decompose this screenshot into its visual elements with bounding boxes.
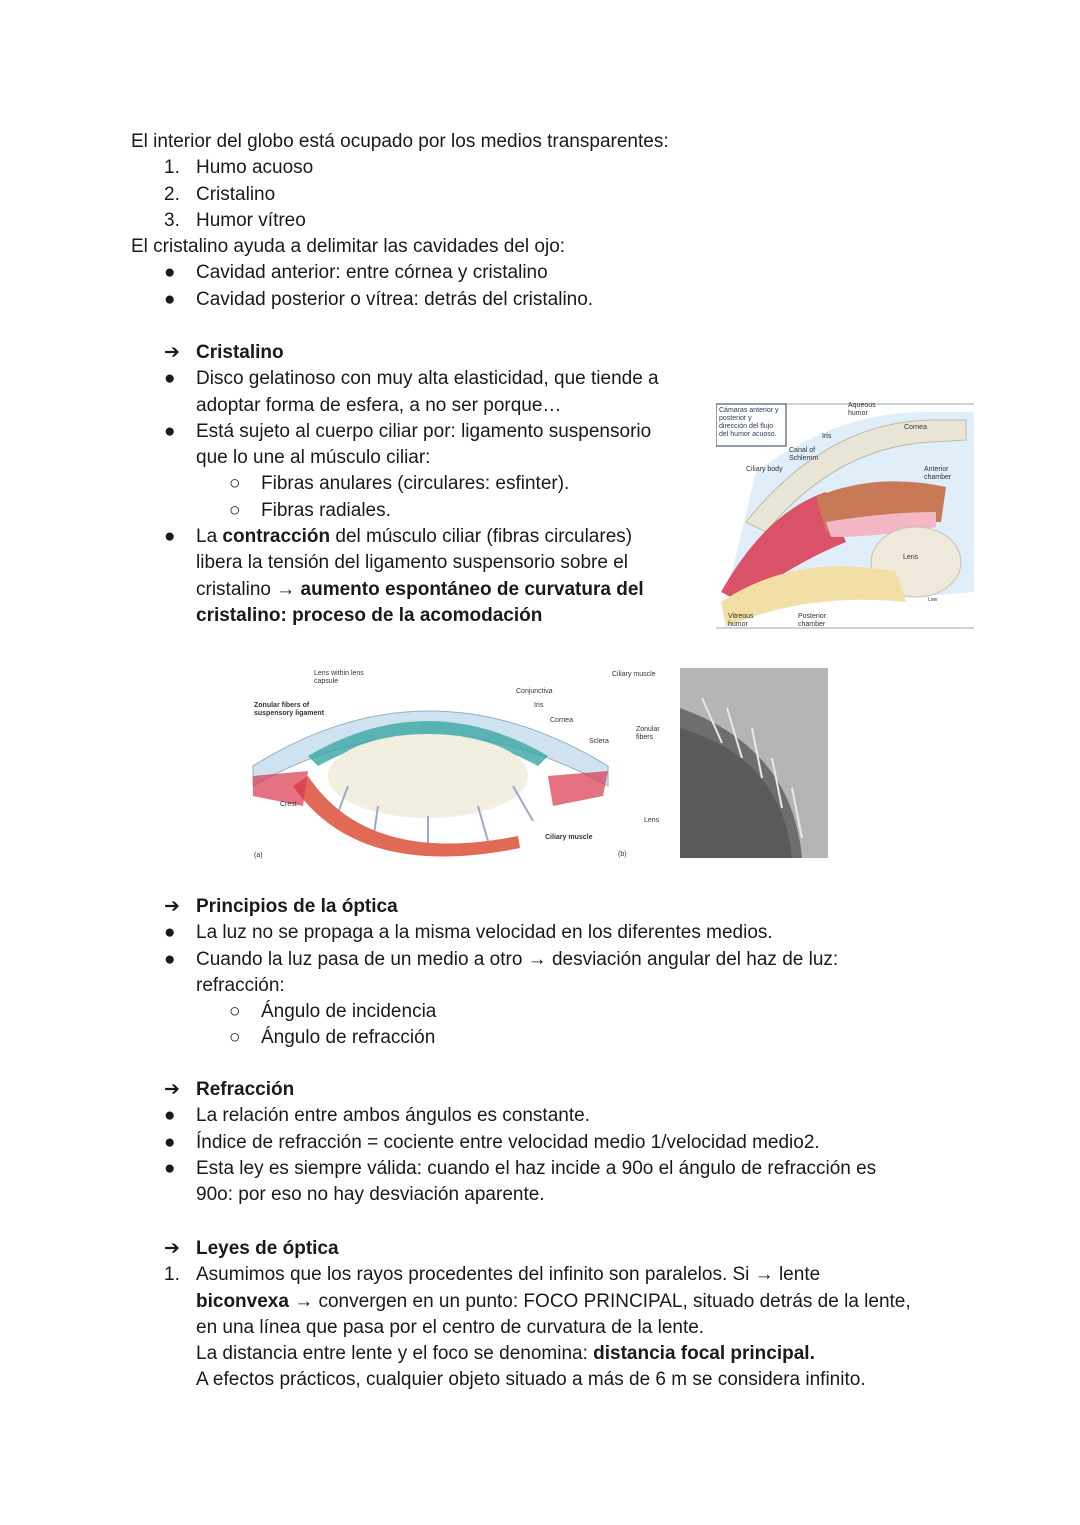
circle-bullet: ○ (229, 1027, 241, 1049)
label-cornea: Cornea (904, 424, 927, 431)
text: La distancia entre lente y el foco se denomina: (196, 1343, 594, 1365)
label-iris: Iris (822, 433, 832, 440)
text: Ángulo de incidencia (261, 1001, 437, 1023)
label-ciliary-muscle: Ciliary muscle (612, 671, 656, 678)
bullet: ● (164, 1157, 176, 1179)
bullet: ● (164, 1131, 176, 1153)
optica-section (0, 894, 1080, 1052)
circle-bullet: ○ (229, 473, 241, 495)
bold-text: cristalino: proceso de la acomodación (196, 604, 543, 626)
bullet: ● (164, 288, 176, 310)
label-lens: Lens (644, 817, 660, 824)
list-item: Humo acuoso (196, 157, 314, 179)
text: Disco gelatinoso con muy alta elasticidad, que tiende a (196, 368, 659, 390)
text: La relación entre ambos ángulos es constante. (196, 1105, 590, 1127)
intro-line: El interior del globo está ocupado por los medios transparentes: (131, 131, 669, 152)
bullet: ● (164, 526, 176, 548)
intro-section (0, 129, 1080, 313)
label-vitreous: Vitreous humor (728, 613, 754, 628)
arrow-icon: ➔ (164, 896, 180, 917)
figure-tag: (a) (254, 852, 263, 859)
label-cornea: Cornea (550, 717, 573, 724)
section-heading: Principios de la óptica (196, 896, 398, 917)
label-anterior: Anterior chamber (924, 466, 952, 481)
text: refracción: (196, 974, 285, 996)
label-iris: Iris (534, 702, 544, 709)
text: que lo une al músculo ciliar: (196, 447, 431, 469)
text: Está sujeto al cuerpo ciliar por: ligamento suspensorio (196, 420, 652, 442)
text: La luz no se propaga a la misma velocidad en los diferentes medios. (196, 922, 773, 944)
label-zonular: Zonular fibers of suspensory ligament (254, 702, 325, 717)
label-lens: Lens (903, 554, 919, 561)
text: La (196, 526, 223, 548)
figure-tag: (b) (618, 851, 627, 858)
refraccion-section (0, 1077, 1080, 1208)
zonular-micrograph-figure (612, 668, 828, 858)
list-item: Cavidad anterior: entre córnea y cristalino (196, 262, 548, 284)
text: Cuando la luz pasa de un medio a otro → desviación angular del haz de luz: (196, 948, 839, 970)
text: Asumimos que los rayos procedentes del infinito son paralelos. Si → lente (196, 1264, 821, 1286)
text: → convergen en un punto: FOCO PRINCIPAL, situado detrás de la lente, (288, 1290, 911, 1312)
list-number: 1. (164, 1264, 180, 1286)
label-ciliary-muscle: Ciliary muscle (545, 834, 593, 841)
bullet: ● (164, 368, 176, 390)
bold-text: aumento espontáneo de curvatura del (300, 578, 644, 600)
list-item: Cavidad posterior o vítrea: detrás del cristalino. (196, 288, 594, 310)
circle-bullet: ○ (229, 499, 241, 521)
text: libera la tensión del ligamento suspensorio sobre el (196, 552, 628, 574)
list-item: Humor vítreo (196, 209, 306, 231)
text: Fibras anulares (circulares: esfinter). (261, 473, 570, 495)
bold-text: biconvexa (196, 1290, 289, 1312)
text: 90o: por eso no hay desviación aparente. (196, 1184, 545, 1206)
label-lens-capsule: Lens within lens capsule (314, 670, 364, 685)
label-canal: Canal of Schlemm (789, 447, 819, 462)
section-heading: Leyes de óptica (196, 1238, 339, 1259)
bullet: ● (164, 948, 176, 970)
section-heading: Cristalino (196, 342, 284, 363)
text: cristalino → (196, 578, 301, 600)
bullet: ● (164, 420, 176, 442)
text: en una línea que pasa por el centro de curvatura de la lente. (196, 1316, 705, 1338)
bullet: ● (164, 1105, 176, 1127)
label-zonular: Zonular fibers (636, 726, 660, 741)
leyes-section (0, 1236, 1080, 1394)
text: Índice de refracción = cociente entre velocidad medio 1/velocidad medio2. (196, 1131, 820, 1153)
label-low: Low (928, 597, 938, 603)
label-crest: Crest (280, 801, 297, 808)
text: A efectos prácticos, cualquier objeto situado a más de 6 m se considera infinito. (196, 1369, 866, 1391)
label-posterior: Posterior chamber (798, 613, 827, 628)
section-heading: Refracción (196, 1079, 295, 1100)
list-number: 3. (164, 209, 180, 231)
list-number: 1. (164, 157, 180, 179)
figure-caption: Cámaras anterior y posterior y dirección del flujo del humor acuoso. (719, 407, 779, 438)
eye-chambers-figure (716, 402, 976, 630)
bullet: ● (164, 262, 176, 284)
label-conjunctiva: Conjunctiva (516, 688, 553, 695)
list-item: Cristalino (196, 183, 276, 205)
lens-suspension-figure (248, 666, 610, 860)
text: Fibras radiales. (261, 499, 391, 521)
text: adoptar forma de esfera, a no ser porque… (196, 394, 562, 416)
bold-text: distancia focal principal. (593, 1343, 815, 1365)
text: Ángulo de refracción (261, 1027, 436, 1049)
text: del músculo ciliar (fibras circulares) (330, 526, 633, 548)
arrow-icon: ➔ (164, 1238, 180, 1259)
label-ciliary-body: Ciliary body (746, 466, 783, 473)
bullet: ● (164, 922, 176, 944)
label-sclera: Sclera (589, 738, 609, 745)
arrow-icon: ➔ (164, 342, 180, 363)
circle-bullet: ○ (229, 1001, 241, 1023)
label-aqueous: Aqueous humor (848, 402, 876, 417)
arrow-icon: ➔ (164, 1079, 180, 1100)
bold-text: contracción (222, 526, 331, 548)
text: Esta ley es siempre válida: cuando el haz incide a 90o el ángulo de refracción es (196, 1157, 877, 1179)
intro-line-2: El cristalino ayuda a delimitar las cavidades del ojo: (131, 236, 566, 258)
list-number: 2. (164, 183, 180, 205)
